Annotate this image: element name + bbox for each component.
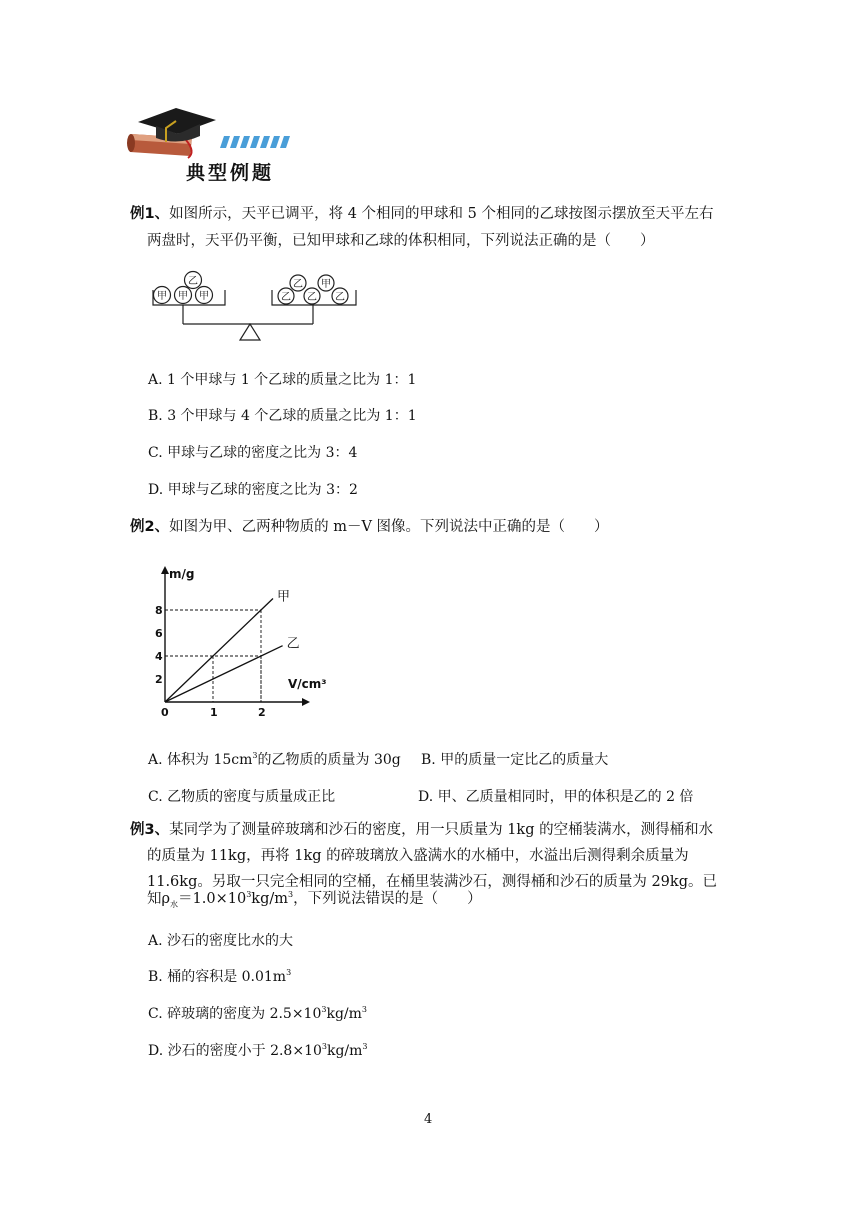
density-value: ＝1.0×10: [178, 891, 247, 907]
page-number: 4: [424, 1112, 433, 1127]
ball-yi-1: 乙: [281, 292, 291, 303]
ball-jia-2: 甲: [178, 291, 188, 302]
x-tick-1: 1: [210, 706, 218, 719]
ball-yi-3: 乙: [335, 292, 345, 303]
density-unit-exp: 3: [288, 890, 294, 899]
question-3-line3: 11.6kg。另取一只完全相同的空桶，在桶里装满沙石，测得桶和沙石的质量为 29kg。已: [147, 874, 717, 890]
option-d-unit-exp: 3: [362, 1042, 368, 1051]
option-a-sup: 3: [252, 751, 258, 760]
question-3-option-d[interactable]: [148, 1040, 368, 1060]
question-2-label: 例2、: [130, 519, 170, 535]
question-2-option-c[interactable]: C. 乙物质的密度与质量成正比: [148, 789, 336, 805]
series-label-0: 甲: [277, 589, 291, 605]
ball-yi-2: 乙: [307, 292, 317, 303]
question-3-option-b[interactable]: [148, 966, 291, 986]
x-axis-label: V/cm³: [288, 677, 327, 691]
y-tick-2: 2: [155, 673, 163, 686]
density-unit: kg/m: [251, 891, 288, 907]
option-b-text: B. 桶的容积是 0.01m: [148, 969, 287, 985]
rho-subscript: 水: [170, 899, 179, 909]
question-1-line2: 两盘时，天平仍平衡，已知甲球和乙球的体积相同，下列说法正确的是（ ）: [147, 233, 655, 249]
question-3-label: 例3、: [130, 822, 170, 838]
x-axis-arrow: [302, 698, 310, 706]
origin-label: 0: [161, 706, 169, 719]
ball-yi-top-left: 乙: [188, 276, 198, 287]
option-c-unit: kg/m: [326, 1006, 362, 1022]
mv-chart: [140, 562, 360, 722]
question-1-text1: 如图所示，天平已调平，将 4 个相同的甲球和 5 个相同的乙球按图示摆放至天平左右: [169, 206, 714, 222]
balance-figure: [150, 268, 365, 346]
question-3-text1: 某同学为了测量碎玻璃和沙石的密度，用一只质量为 1kg 的空桶装满水，测得桶和水: [169, 822, 714, 838]
question-2-option-d[interactable]: D. 甲、乙质量相同时，甲的体积是乙的 2 倍: [418, 789, 694, 805]
y-axis-label: m/g: [169, 567, 195, 581]
question-2-option-b[interactable]: B. 甲的质量一定比乙的质量大: [421, 752, 609, 768]
question-2-text: 如图为甲、乙两种物质的 m－V 图像。下列说法中正确的是（ ）: [169, 519, 609, 535]
question-1-line1: [130, 201, 750, 228]
question-1-option-a[interactable]: A. 1 个甲球与 1 个乙球的质量之比为 1：1: [148, 372, 417, 388]
ball-yi-4: 乙: [293, 279, 303, 290]
option-d-text: D. 沙石的密度小于 2.8×10: [148, 1043, 322, 1059]
ball-jia-1: 甲: [157, 291, 167, 302]
question-1-label: 例1、: [130, 206, 170, 222]
ball-jia-3: 甲: [199, 291, 209, 302]
section-header: [126, 104, 306, 184]
question-3-option-c[interactable]: [148, 1003, 367, 1023]
question-3-line2: 的质量为 11kg，再将 1kg 的碎玻璃放入盛满水的水桶中，水溢出后测得剩余质量为: [147, 848, 689, 864]
option-a-text-pre: A. 体积为 15cm: [148, 752, 253, 768]
question-1-option-d[interactable]: D. 甲球与乙球的密度之比为 3：2: [148, 482, 358, 498]
option-c-unit-exp: 3: [361, 1005, 367, 1014]
question-1-option-b[interactable]: B. 3 个甲球与 4 个乙球的质量之比为 1：1: [148, 408, 417, 424]
option-d-unit: kg/m: [326, 1043, 363, 1059]
density-exp: 3: [246, 890, 252, 899]
option-b-sup: 3: [286, 968, 292, 977]
series-line-1: [165, 646, 283, 702]
option-a-text-post: 的乙物质的质量为 30g: [257, 752, 401, 768]
option-c-exp: 3: [321, 1005, 327, 1014]
option-d-exp: 3: [321, 1042, 327, 1051]
y-tick-4: 4: [155, 650, 163, 663]
question-2-line: [130, 514, 609, 541]
series-label-1: 乙: [286, 636, 300, 652]
series-line-0: [165, 599, 273, 703]
section-title: 典型例题: [186, 162, 275, 184]
graduation-cap-icon: [126, 104, 296, 160]
question-1-option-c[interactable]: C. 甲球与乙球的密度之比为 3：4: [148, 445, 358, 461]
question-3-text4-post: ，下列说法错误的是（ ）: [293, 891, 482, 907]
x-tick-2: 2: [258, 706, 266, 719]
question-3-line4: [147, 886, 482, 913]
y-axis-arrow: [161, 566, 169, 574]
question-3-option-a[interactable]: A. 沙石的密度比水的大: [148, 933, 294, 949]
rho-symbol: 知ρ: [147, 891, 171, 907]
option-c-text: C. 碎玻璃的密度为 2.5×10: [148, 1006, 322, 1022]
y-tick-6: 6: [155, 627, 163, 640]
question-2-option-a[interactable]: [148, 749, 401, 769]
y-tick-8: 8: [155, 604, 163, 617]
ball-jia-4: 甲: [321, 279, 331, 290]
question-3-line1: [130, 817, 713, 844]
